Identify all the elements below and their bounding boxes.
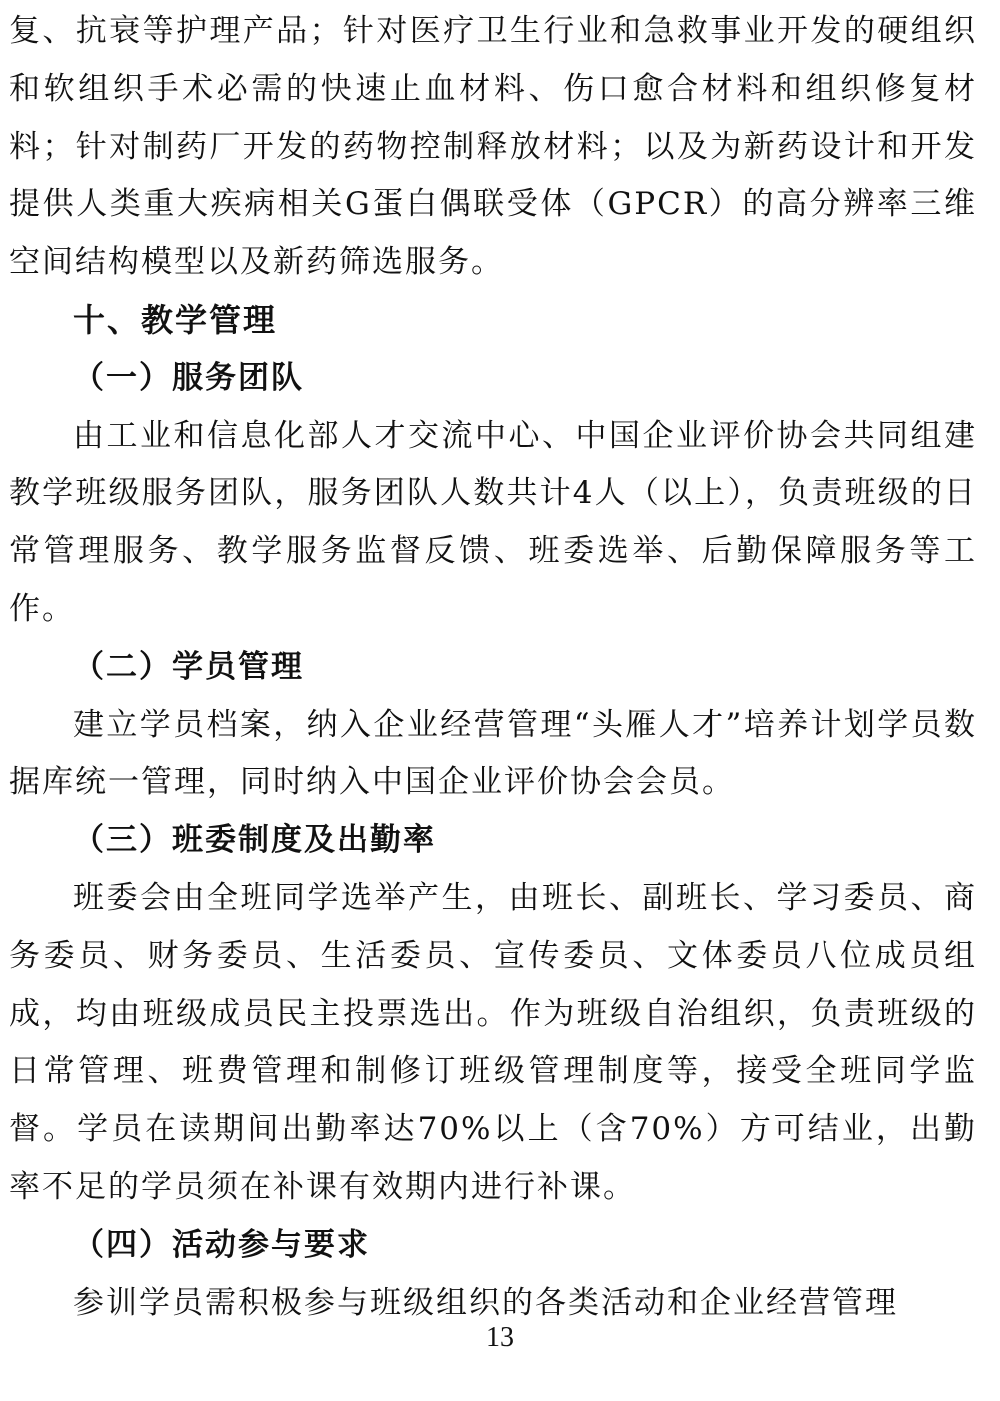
paragraph-class-committee: 班委会由全班同学选举产生，由班长、副班长、学习委员、商务委员、财务委员、生活委员、宣传委员、文体委员八位成员组成，均由班级成员民主投票选出。作为班级自治组织，负责班级的日常管理、班费管理和制修订班级管理制度等，接受全班同学监督。学员在读期间出勤率达70%以上（含70%）方可结业，出勤率不足的学员须在补课有效期内进行补课。 bbox=[9, 879, 977, 1205]
section-heading: 十、教学管理 bbox=[73, 300, 278, 339]
continued-paragraph: 复、抗衰等护理产品；针对医疗卫生行业和急救事业开发的硬组织和软组织手术必需的快速止血材料、伤口愈合材料和组织修复材料；针对制药厂开发的药物控制释放材料；以及为新药设计和开发提供人类重大疾病相关G蛋白偶联受体（GPCR）的高分辨率三维空间结构模型以及新药筛选服务。 bbox=[9, 13, 977, 281]
document-body bbox=[9, 3, 977, 1332]
subsection-heading-class-committee: （三）班委制度及出勤率 bbox=[73, 822, 436, 859]
subsection-heading-service-team: （一）服务团队 bbox=[73, 359, 304, 396]
page-number: 13 bbox=[486, 1322, 514, 1353]
paragraph-activity-requirements: 参训学员需积极参与班级组织的各类活动和企业经营管理 bbox=[73, 1284, 898, 1321]
paragraph-student-management: 建立学员档案，纳入企业经营管理“头雁人才”培养计划学员数据库统一管理，同时纳入中国企业评价协会会员。 bbox=[9, 706, 977, 801]
subsection-heading-student-management: （二）学员管理 bbox=[73, 648, 304, 685]
paragraph-service-team: 由工业和信息化部人才交流中心、中国企业评价协会共同组建教学班级服务团队，服务团队人数共计4人（以上），负责班级的日常管理服务、教学服务监督反馈、班委选举、后勤保障服务等工作。 bbox=[9, 417, 977, 627]
subsection-heading-activity-requirements: （四）活动参与要求 bbox=[73, 1226, 370, 1263]
